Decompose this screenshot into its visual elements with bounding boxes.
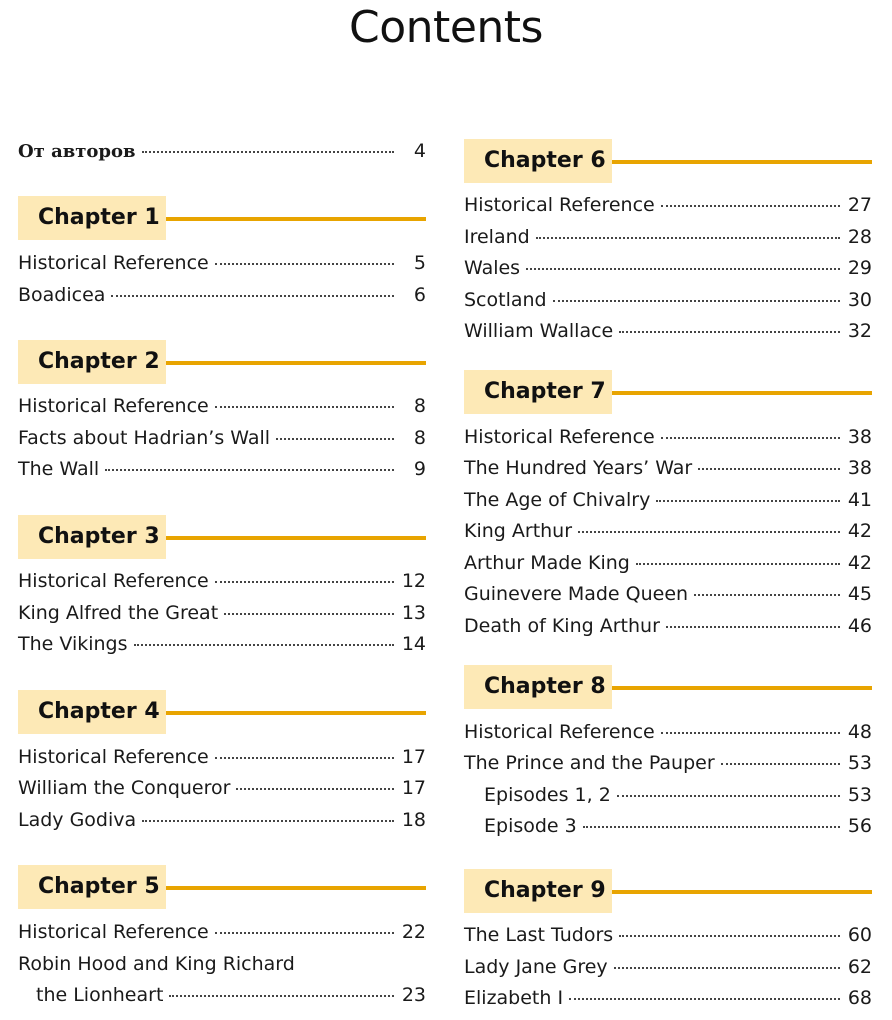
dot-leader: [142, 150, 394, 153]
toc-entry-label: Lady Godiva: [18, 809, 137, 831]
toc-entry[interactable]: [464, 192, 872, 218]
toc-entry-page: 28: [847, 226, 872, 248]
dot-leader: [636, 562, 840, 565]
toc-entry-page: 53: [847, 752, 872, 774]
page-title: Contents: [349, 2, 543, 53]
toc-entry[interactable]: [18, 393, 426, 419]
toc-entry-label: Facts about Hadrian’s Wall: [18, 427, 271, 449]
chapter-label: Chapter 1: [18, 196, 166, 240]
toc-entry-page: 6: [413, 284, 426, 306]
toc-entry-label: The Vikings: [18, 633, 128, 655]
chapter-label: Chapter 6: [464, 139, 612, 183]
toc-entry[interactable]: [464, 922, 872, 948]
toc-entry-page: 17: [401, 777, 426, 799]
chapter-label: Chapter 5: [18, 865, 166, 909]
dot-leader: [661, 731, 840, 734]
dot-leader: [142, 819, 394, 822]
toc-entry-label: Arthur Made King: [464, 552, 630, 574]
toc-entry-page: 53: [847, 784, 872, 806]
toc-entry-page: 56: [847, 815, 872, 837]
toc-entry-page: 5: [413, 252, 426, 274]
toc-entry-label-line1[interactable]: Robin Hood and King Richard: [18, 953, 295, 975]
toc-entry-page: 4: [413, 140, 426, 162]
chapter-rule: [166, 886, 426, 890]
toc-entry-page: 41: [847, 489, 872, 511]
toc-entry-page: 22: [401, 921, 426, 943]
toc-entry-label: Boadicea: [18, 284, 106, 306]
dot-leader: [619, 934, 840, 937]
toc-entry[interactable]: [464, 613, 872, 639]
toc-entry-intro[interactable]: [18, 138, 426, 164]
dot-leader: [169, 994, 394, 997]
toc-entry-label: The Age of Chivalry: [464, 489, 651, 511]
toc-entry-label: Historical Reference: [18, 570, 209, 592]
dot-leader: [666, 625, 840, 628]
toc-entry-label: the Lionheart: [36, 984, 164, 1006]
toc-entry[interactable]: [18, 250, 426, 276]
chapter-label: Chapter 4: [18, 690, 166, 734]
dot-leader: [661, 204, 840, 207]
dot-leader: [215, 580, 394, 583]
toc-entry[interactable]: [36, 982, 426, 1008]
toc-entry-page: 30: [847, 289, 872, 311]
toc-entry-page: 46: [847, 615, 872, 637]
dot-leader: [526, 267, 840, 270]
toc-entry[interactable]: [464, 224, 872, 250]
toc-entry-page: 13: [401, 602, 426, 624]
toc-entry[interactable]: [464, 455, 872, 481]
toc-entry-page: 8: [413, 427, 426, 449]
toc-entry[interactable]: [464, 954, 872, 980]
toc-entry-page: 62: [847, 956, 872, 978]
dot-leader: [578, 530, 840, 533]
toc-entry-label: The Wall: [18, 458, 100, 480]
toc-entry-label: Death of King Arthur: [464, 615, 660, 637]
chapter-heading-9[interactable]: [464, 869, 872, 913]
toc-entry-label: Episodes 1, 2: [484, 784, 611, 806]
toc-entry-page: 12: [401, 570, 426, 592]
toc-entry-label: The Last Tudors: [464, 924, 614, 946]
chapter-rule: [166, 536, 426, 540]
chapter-heading-4[interactable]: [18, 690, 426, 734]
toc-entry[interactable]: [464, 719, 872, 745]
toc-entry[interactable]: [18, 919, 426, 945]
chapter-label: Chapter 8: [464, 665, 612, 709]
toc-entry-page: 18: [401, 809, 426, 831]
dot-leader: [134, 643, 394, 646]
toc-entry[interactable]: [464, 255, 872, 281]
toc-entry-label: Historical Reference: [464, 426, 655, 448]
toc-entry-label: Historical Reference: [464, 194, 655, 216]
dot-leader: [661, 436, 840, 439]
toc-entry-page: 29: [847, 257, 872, 279]
chapter-rule: [612, 160, 872, 164]
toc-entry-page: 27: [847, 194, 872, 216]
chapter-label: Chapter 3: [18, 515, 166, 559]
toc-entry-page: 42: [847, 552, 872, 574]
toc-entry-page: 17: [401, 746, 426, 768]
dot-leader: [569, 997, 840, 1000]
chapter-heading-2[interactable]: [18, 340, 426, 384]
toc-entry-label: Historical Reference: [18, 395, 209, 417]
dot-leader: [111, 294, 394, 297]
toc-entry[interactable]: [464, 550, 872, 576]
toc-entry-label: Episode 3: [484, 815, 577, 837]
toc-entry[interactable]: [464, 318, 872, 344]
dot-leader: [276, 437, 394, 440]
chapter-rule: [166, 217, 426, 221]
toc-entry-page: 8: [413, 395, 426, 417]
toc-entry[interactable]: [464, 424, 872, 450]
toc-entry[interactable]: [18, 456, 426, 482]
toc-entry-page: 14: [401, 633, 426, 655]
dot-leader: [583, 825, 840, 828]
toc-entry[interactable]: [18, 775, 426, 801]
dot-leader: [698, 467, 840, 470]
chapter-rule: [612, 890, 872, 894]
toc-entry-label: King Arthur: [464, 520, 573, 542]
dot-leader: [215, 405, 394, 408]
toc-entry-label: Lady Jane Grey: [464, 956, 608, 978]
toc-entry-label: William the Conqueror: [18, 777, 231, 799]
dot-leader: [614, 966, 840, 969]
toc-entry-label: William Wallace: [464, 320, 614, 342]
toc-entry-label: King Alfred the Great: [18, 602, 219, 624]
dot-leader: [721, 762, 840, 765]
toc-entry[interactable]: [18, 282, 426, 308]
dot-leader: [656, 499, 840, 502]
chapter-heading-1[interactable]: [18, 196, 426, 240]
toc-entry-page: 38: [847, 426, 872, 448]
toc-subentry[interactable]: [484, 782, 872, 808]
chapter-rule: [166, 711, 426, 715]
toc-entry[interactable]: [464, 518, 872, 544]
dot-leader: [694, 593, 840, 596]
dot-leader: [236, 787, 394, 790]
chapter-label: Chapter 9: [464, 869, 612, 913]
toc-entry[interactable]: [464, 985, 872, 1011]
dot-leader: [536, 236, 840, 239]
toc-entry-page: 48: [847, 721, 872, 743]
toc-entry-page: 32: [847, 320, 872, 342]
toc-entry-page: 42: [847, 520, 872, 542]
chapter-heading-6[interactable]: [464, 139, 872, 183]
toc-entry-label: Wales: [464, 257, 521, 279]
dot-leader: [617, 794, 840, 797]
dot-leader: [619, 330, 840, 333]
dot-leader: [215, 931, 394, 934]
toc-entry-page: 45: [847, 583, 872, 605]
toc-entry[interactable]: [18, 425, 426, 451]
toc-entry-label: Ireland: [464, 226, 530, 248]
toc-entry-label: Elizabeth I: [464, 987, 564, 1009]
toc-entry-page: 23: [401, 984, 426, 1006]
toc-entry-label: Historical Reference: [464, 721, 655, 743]
toc-entry-page: 38: [847, 457, 872, 479]
chapter-heading-5[interactable]: [18, 865, 426, 909]
toc-entry-label: The Hundred Years’ War: [464, 457, 693, 479]
dot-leader: [224, 612, 394, 615]
chapter-heading-7[interactable]: [464, 370, 872, 414]
toc-entry-label: От авторов: [18, 141, 136, 162]
chapter-rule: [166, 361, 426, 365]
toc-entry-page: 9: [413, 458, 426, 480]
dot-leader: [215, 756, 394, 759]
toc-entry[interactable]: [464, 750, 872, 776]
toc-entry-label: Scotland: [464, 289, 547, 311]
toc-subentry[interactable]: [484, 813, 872, 839]
dot-leader: [553, 299, 840, 302]
dot-leader: [105, 468, 394, 471]
toc-entry[interactable]: [464, 287, 872, 313]
toc-entry[interactable]: [18, 631, 426, 657]
toc-entry[interactable]: [18, 807, 426, 833]
toc-entry-label: The Prince and the Pauper: [464, 752, 715, 774]
toc-entry-label: Historical Reference: [18, 252, 209, 274]
chapter-heading-3[interactable]: [18, 515, 426, 559]
toc-entry-label: Guinevere Made Queen: [464, 583, 689, 605]
toc-entry[interactable]: [18, 600, 426, 626]
toc-entry[interactable]: [18, 568, 426, 594]
toc-entry[interactable]: [464, 487, 872, 513]
toc-entry[interactable]: [464, 581, 872, 607]
toc-entry-label: Historical Reference: [18, 921, 209, 943]
chapter-heading-8[interactable]: [464, 665, 872, 709]
toc-entry-label: Historical Reference: [18, 746, 209, 768]
dot-leader: [215, 262, 394, 265]
toc-entry-page: 60: [847, 924, 872, 946]
chapter-label: Chapter 2: [18, 340, 166, 384]
chapter-label: Chapter 7: [464, 370, 612, 414]
chapter-rule: [612, 391, 872, 395]
toc-entry[interactable]: [18, 744, 426, 770]
toc-entry-page: 68: [847, 987, 872, 1009]
chapter-rule: [612, 686, 872, 690]
